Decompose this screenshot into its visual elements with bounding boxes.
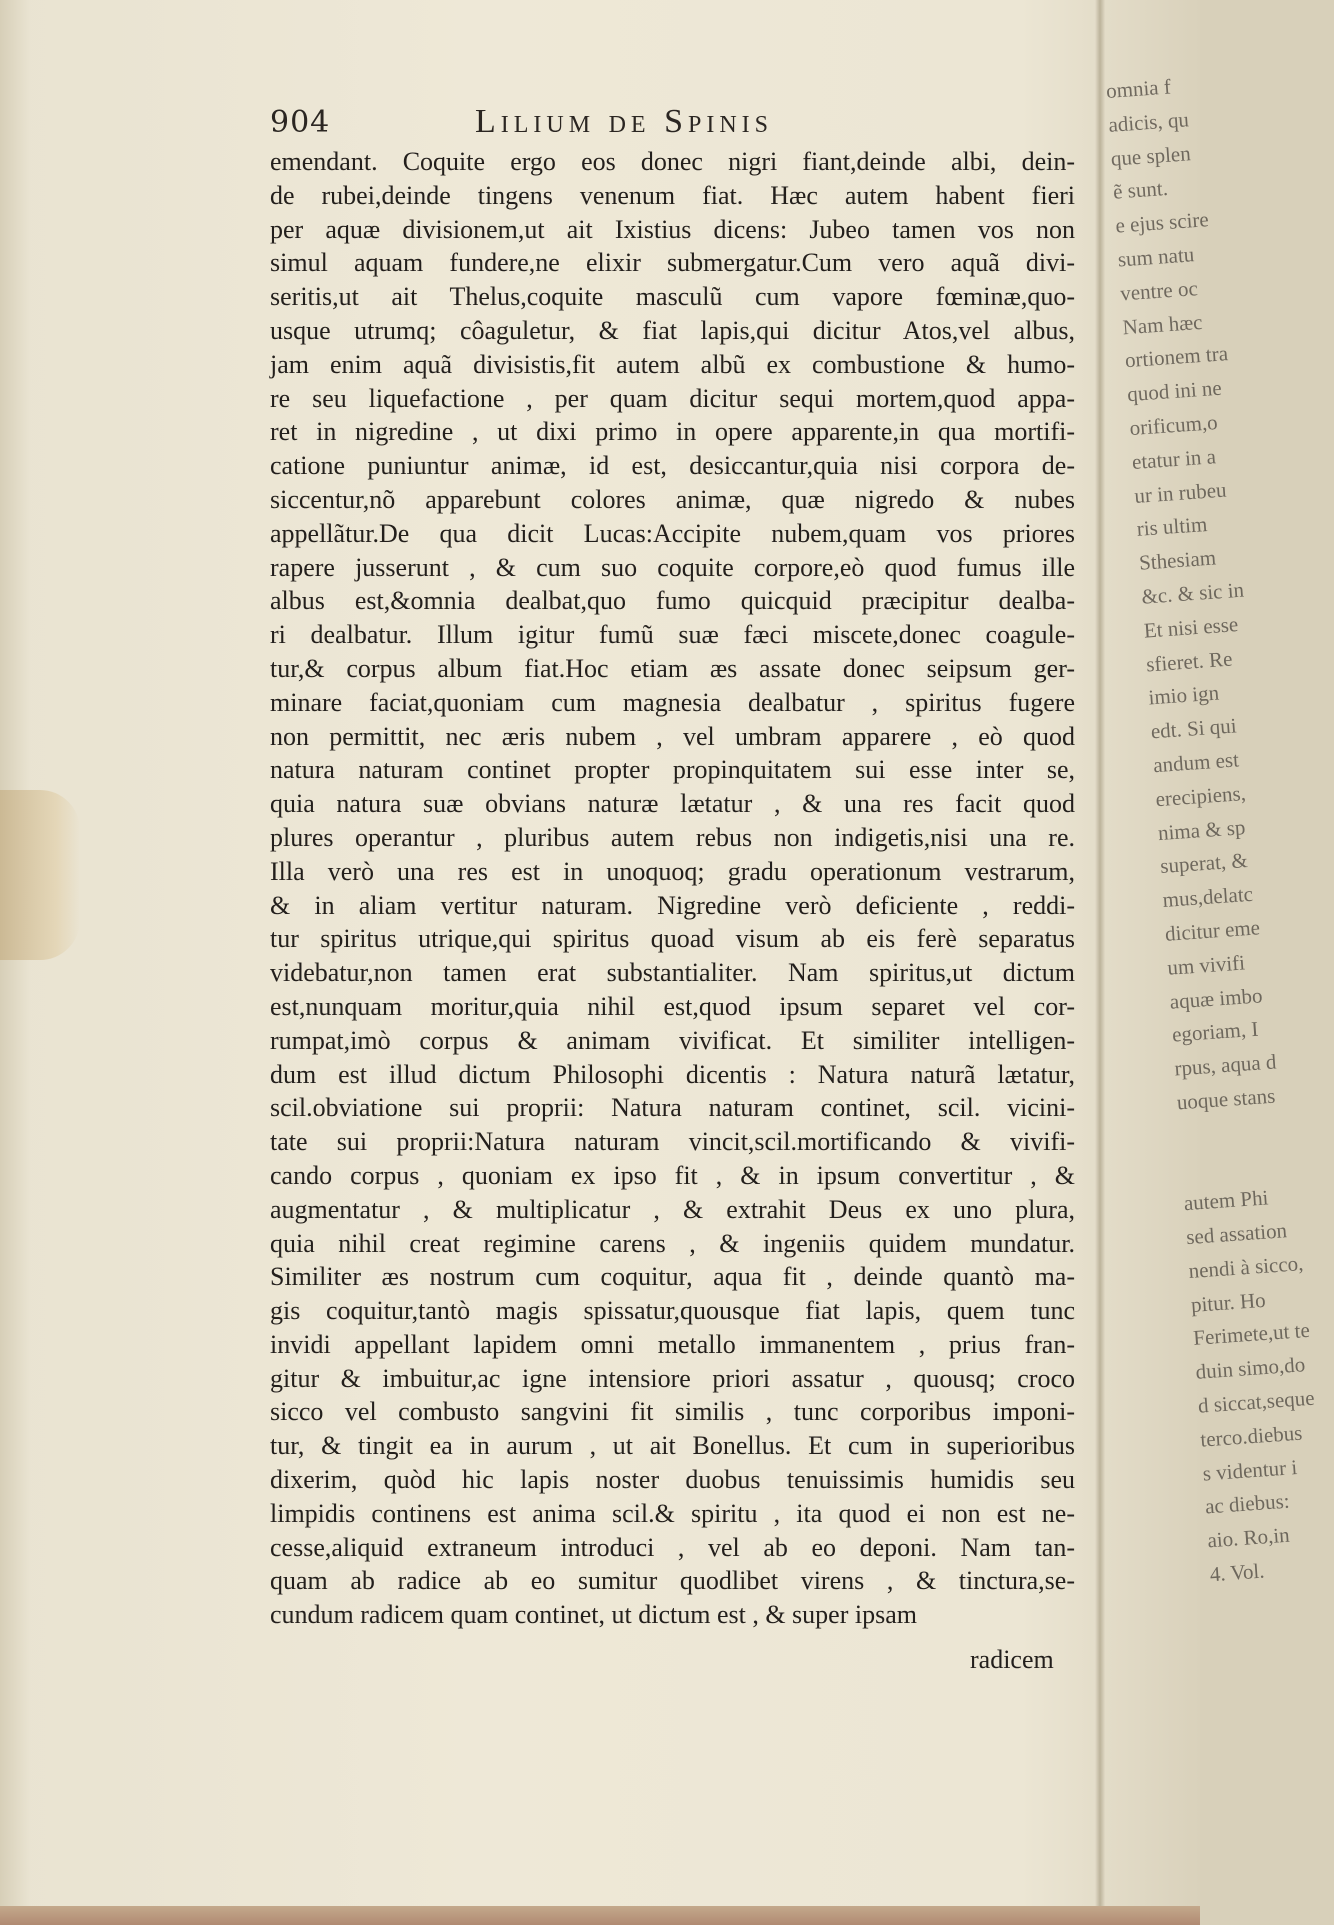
bleed-through-line: omnia f bbox=[1105, 74, 1172, 103]
bleed-through-line: egoriam, I bbox=[1171, 1016, 1260, 1047]
bleed-through-line: terco.diebus bbox=[1199, 1420, 1304, 1452]
bleed-through-line: rpus, aqua d bbox=[1173, 1049, 1278, 1081]
bleed-through-line: d siccat,seque bbox=[1197, 1385, 1316, 1418]
bleed-through-line: ẽ sunt. bbox=[1112, 176, 1169, 205]
text-line: jam enim aquã divisistis,fit autem albũ ex combustione & humo- bbox=[270, 349, 1075, 379]
text-line: siccentur,nõ apparebunt colores animæ, quæ nigredo & nubes bbox=[270, 484, 1075, 514]
text-line: tate sui proprii:Natura naturam vincit,scil.mortificando & vivifi- bbox=[270, 1127, 1075, 1157]
page-bottom-edge bbox=[0, 1906, 1200, 1925]
page-header bbox=[270, 103, 1070, 143]
text-line: albus est,&omnia dealbat,quo fumo quicquid præcipitur dealba- bbox=[270, 586, 1075, 616]
bleed-through-line: autem Phi bbox=[1183, 1185, 1270, 1216]
text-line: tur,& corpus album fiat.Hoc etiam æs assate donec seipsum ger- bbox=[270, 653, 1075, 683]
bleed-through-line: aio. Ro,in bbox=[1206, 1522, 1291, 1553]
bleed-through-line: Sthesiam bbox=[1138, 545, 1217, 575]
text-line: invidi appellant lapidem omni metallo immanentem , prius fran- bbox=[270, 1329, 1075, 1359]
text-line: dum est illud dictum Philosophi dicentis : Natura naturã lætatur, bbox=[270, 1059, 1075, 1089]
text-line: emendant. Coquite ergo eos donec nigri fiant,deinde albi, dein- bbox=[270, 147, 1075, 176]
bleed-through-line: imio ign bbox=[1147, 680, 1220, 710]
text-line: appellãtur.De qua dicit Lucas:Accipite nubem,quam vos priores bbox=[270, 518, 1075, 548]
bleed-through-line: Et nisi esse bbox=[1142, 611, 1239, 643]
text-line: tur, & tingit ea in aurum , ut ait Bonellus. Et cum in superioribus bbox=[270, 1431, 1075, 1461]
page-edge-shadow bbox=[0, 0, 30, 1925]
text-line: scil.obviatione sui proprii: Natura naturam continet, scil. vicini- bbox=[270, 1093, 1075, 1123]
body-text bbox=[270, 145, 1075, 1632]
text-line: Illa verò una res est in unoquoq; gradu operationum vestrarum, bbox=[270, 856, 1075, 886]
bleed-through-line: edt. Si qui bbox=[1150, 713, 1238, 744]
text-line: per aquæ divisionem,ut ait Ixistius dicens: Jubeo tamen vos non bbox=[270, 214, 1075, 244]
text-line: minare faciat,quoniam cum magnesia dealbatur , spiritus fugere bbox=[270, 687, 1075, 717]
text-line: gis coquitur,tantò magis spissatur,quousque fiat lapis, quem tunc bbox=[270, 1296, 1075, 1326]
bleed-through-line: dicitur eme bbox=[1164, 915, 1261, 946]
page-number: 904 bbox=[270, 105, 331, 140]
text-line: de rubei,deinde tingens venenum fiat. Hæc autem habent fieri bbox=[270, 180, 1075, 210]
text-line: dixerim, quòd hic lapis noster duobus tenuissimis humidis seu bbox=[270, 1465, 1075, 1495]
text-line: ri dealbatur. Illum igitur fumũ suæ fæci miscete,donec coagule- bbox=[270, 620, 1075, 650]
bleed-through-line: uoque stans bbox=[1176, 1083, 1277, 1115]
bleed-through-line: nima & sp bbox=[1157, 814, 1247, 845]
text-line: videbatur,non tamen erat substantialiter. Nam spiritus,ut dictum bbox=[270, 958, 1075, 988]
text-line: quia nihil creat regimine carens , & ingeniis quidem mundatur. bbox=[270, 1228, 1075, 1258]
text-line: natura naturam continet propter propinquitatem sui esse inter se, bbox=[270, 755, 1075, 785]
bleed-through-line: ac diebus: bbox=[1204, 1489, 1291, 1519]
text-line: usque utrumq; côaguletur, & fiat lapis,qui dicitur Atos,vel albus, bbox=[270, 315, 1075, 345]
bleed-through-line: Nam hæc bbox=[1121, 309, 1204, 339]
bleed-through-line: pitur. Ho bbox=[1190, 1287, 1267, 1317]
bleed-through-line: erecipiens, bbox=[1154, 780, 1247, 811]
text-line: rumpat,imò corpus & animam vivificat. Et similiter intelligen- bbox=[270, 1025, 1075, 1055]
bleed-through-line: duin simo,do bbox=[1194, 1352, 1306, 1385]
text-line: quia natura suæ obvians naturæ lætatur , & una res facit quod bbox=[270, 789, 1075, 819]
text-line: limpidis continens est anima scil.& spiritu , ita quod ei non est ne- bbox=[270, 1498, 1075, 1528]
bleed-through-line: um vivifi bbox=[1166, 950, 1246, 980]
text-line: cesse,aliquid extraneum introduci , vel ab eo deponi. Nam tan- bbox=[270, 1532, 1075, 1562]
text-line: ret in nigredine , ut dixi primo in opere apparente,in qua mortifi- bbox=[270, 417, 1075, 447]
bleed-through-line: que splen bbox=[1109, 140, 1192, 171]
text-line: re seu liquefactione , per quam dicitur sequi mortem,quod appa- bbox=[270, 383, 1075, 413]
text-line: tur spiritus utrique,qui spiritus quoad visum ab eis ferè separatus bbox=[270, 924, 1075, 954]
text-line: plures operantur , pluribus autem rebus non indigetis,nisi una re. bbox=[270, 822, 1075, 852]
text-line: cundum radicem quam continet, ut dictum est , & super ipsam bbox=[270, 1600, 917, 1630]
page-gutter bbox=[1095, 0, 1105, 1925]
bleed-through-line: ris ultim bbox=[1135, 512, 1209, 542]
bleed-through-line: superat, & bbox=[1159, 848, 1249, 879]
text-line: Similiter æs nostrum cum coquitur, aqua fit , deinde quantò ma- bbox=[270, 1262, 1075, 1292]
bleed-through-line: 4. Vol. bbox=[1209, 1558, 1266, 1587]
bleed-through-line: sed assation bbox=[1185, 1218, 1288, 1250]
bleed-through-line: ortionem tra bbox=[1124, 341, 1229, 373]
bleed-through-line: quod ini ne bbox=[1126, 375, 1223, 407]
text-line: sicco vel combusto sangvini fit similis , tunc corporibus imponi- bbox=[270, 1397, 1075, 1427]
text-line: quam ab radice ab eo sumitur quodlibet virens , & tinctura,se- bbox=[270, 1566, 1075, 1596]
text-line: cando corpus , quoniam ex ipso fit , & in ipsum convertitur , & bbox=[270, 1160, 1075, 1190]
bleed-through-line: ur in rubeu bbox=[1133, 477, 1228, 508]
bleed-through-line: aquæ imbo bbox=[1168, 982, 1264, 1014]
bleed-through-line: e ejus scire bbox=[1114, 207, 1210, 238]
bleed-through-line: s videntur i bbox=[1201, 1454, 1298, 1486]
bleed-through-line: sfieret. Re bbox=[1145, 646, 1234, 677]
bleed-through-line: &c. & sic in bbox=[1140, 577, 1245, 609]
bleed-through-line: andum est bbox=[1152, 747, 1240, 778]
text-line: & in aliam vertitur naturam. Nigredine verò deficiente , reddi- bbox=[270, 890, 1075, 920]
text-line: gitur & imbuitur,ac igne intensiore priori assatur , quousq; croco bbox=[270, 1363, 1075, 1393]
text-line: catione puniuntur animæ, id est, desiccantur,quia nisi corpora de- bbox=[270, 451, 1075, 481]
bleed-through-line: etatur in a bbox=[1131, 443, 1217, 474]
bleed-through-line: adicis, qu bbox=[1107, 107, 1190, 137]
text-line: est,nunquam moritur,quia nihil est,quod ipsum separet vel cor- bbox=[270, 991, 1075, 1021]
text-line: non permittit, nec æris nubem , vel umbram apparere , eò quod bbox=[270, 721, 1075, 751]
text-line: rapere jusserunt , & cum suo coquite corpore,eò quod fumus ille bbox=[270, 552, 1075, 582]
bleed-through-line: sum natu bbox=[1117, 242, 1195, 272]
bleed-through-line: ventre oc bbox=[1119, 275, 1199, 306]
text-line: simul aquam fundere,ne elixir submergatur.Cum vero aquã divi- bbox=[270, 248, 1075, 278]
catchword: radicem bbox=[970, 1645, 1054, 1674]
thumb-tab-mark bbox=[0, 790, 80, 960]
running-title: Lilium de Spinis bbox=[475, 103, 773, 140]
bleed-through-line: Ferimete,ut te bbox=[1192, 1318, 1311, 1351]
text-line: seritis,ut ait Thelus,coquite masculũ cum vapore fœminæ,quo- bbox=[270, 282, 1075, 312]
bleed-through-line: nendi à sicco, bbox=[1187, 1250, 1305, 1283]
bleed-through-line: orificum,o bbox=[1128, 409, 1219, 441]
facing-page-bleed-through bbox=[1105, 68, 1316, 1691]
text-line: augmentatur , & multiplicatur , & extrahit Deus ex uno plura, bbox=[270, 1194, 1075, 1224]
bleed-through-line: mus,delatc bbox=[1161, 881, 1254, 913]
